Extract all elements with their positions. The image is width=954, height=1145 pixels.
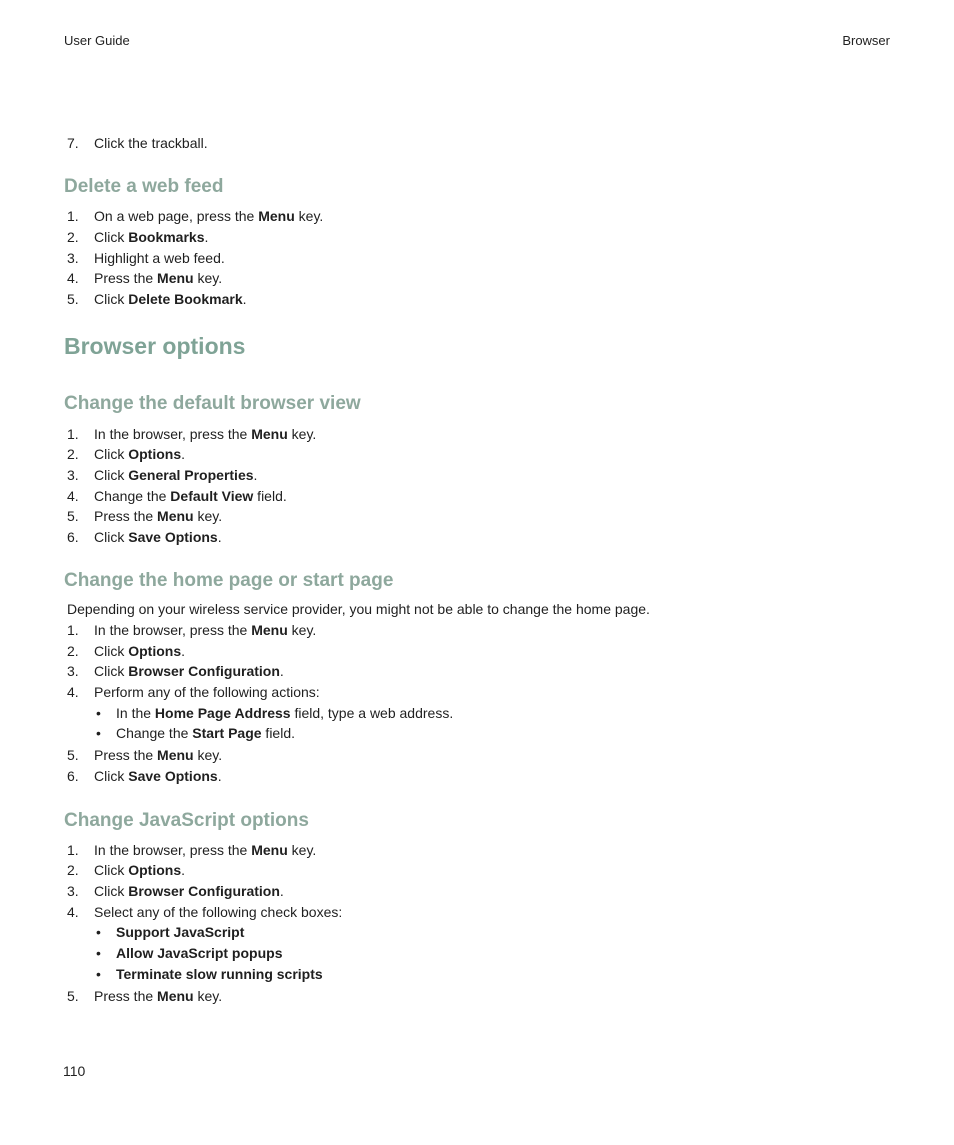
bullet-icon: •	[96, 966, 101, 982]
step-text: On a web page, press the Menu key.	[94, 208, 324, 224]
bullet-icon: •	[96, 924, 101, 940]
page-number: 110	[63, 1063, 86, 1079]
section-intro: Depending on your wireless service provider, you might not be able to change the home page.	[67, 601, 650, 617]
step-text: In the browser, press the Menu key.	[94, 426, 317, 442]
step-number: 1.	[67, 208, 79, 224]
step-text: Click the trackball.	[94, 135, 208, 151]
section-heading-javascript: Change JavaScript options	[64, 810, 309, 831]
step-number: 6.	[67, 529, 79, 545]
step-number: 7.	[67, 135, 79, 151]
step-text: Click Options.	[94, 643, 186, 659]
step-number: 5.	[67, 988, 79, 1004]
step-text: Select any of the following check boxes:	[94, 904, 343, 920]
step-number: 2.	[67, 446, 79, 462]
step-number: 4.	[67, 684, 79, 700]
bullet-icon: •	[96, 945, 101, 961]
step-number: 1.	[67, 842, 79, 858]
bullet-text: Change the Start Page field.	[116, 725, 296, 741]
chapter-heading-browser-options: Browser options	[64, 333, 246, 359]
step-number: 2.	[67, 643, 79, 659]
step-text: Click Options.	[94, 446, 186, 462]
bullet-icon: •	[96, 725, 101, 741]
step-number: 5.	[67, 291, 79, 307]
step-text: Press the Menu key.	[94, 508, 223, 524]
step-text: Click Bookmarks.	[94, 229, 209, 245]
running-header-title: User Guide	[64, 33, 130, 48]
step-text: Change the Default View field.	[94, 488, 287, 504]
step-number: 3.	[67, 883, 79, 899]
step-number: 3.	[67, 250, 79, 266]
step-text: Click Options.	[94, 862, 186, 878]
step-text: Highlight a web feed.	[94, 250, 225, 266]
step-text: Click Browser Configuration.	[94, 883, 284, 899]
step-number: 6.	[67, 768, 79, 784]
running-header-section: Browser	[842, 33, 890, 48]
step-number: 3.	[67, 467, 79, 483]
bullet-text: In the Home Page Address field, type a web address.	[116, 705, 454, 721]
bullet-text: Support JavaScript	[116, 924, 245, 940]
step-text: Press the Menu key.	[94, 270, 223, 286]
step-number: 4.	[67, 904, 79, 920]
step-number: 2.	[67, 229, 79, 245]
step-text: Click Delete Bookmark.	[94, 291, 247, 307]
section-heading-default-view: Change the default browser view	[64, 393, 361, 414]
step-text: In the browser, press the Menu key.	[94, 622, 317, 638]
section-heading-home-page: Change the home page or start page	[64, 570, 394, 591]
step-number: 4.	[67, 270, 79, 286]
step-number: 2.	[67, 862, 79, 878]
bullet-icon: •	[96, 705, 101, 721]
step-text: Click Save Options.	[94, 529, 222, 545]
step-text: Press the Menu key.	[94, 747, 223, 763]
step-number: 1.	[67, 622, 79, 638]
step-number: 5.	[67, 747, 79, 763]
bullet-text: Allow JavaScript popups	[116, 945, 283, 961]
section-heading-delete-feed: Delete a web feed	[64, 176, 224, 197]
step-text: Click Save Options.	[94, 768, 222, 784]
step-number: 1.	[67, 426, 79, 442]
step-text: Click General Properties.	[94, 467, 258, 483]
step-number: 3.	[67, 663, 79, 679]
step-text: Perform any of the following actions:	[94, 684, 320, 700]
step-number: 4.	[67, 488, 79, 504]
bullet-text: Terminate slow running scripts	[116, 966, 323, 982]
step-text: Click Browser Configuration.	[94, 663, 284, 679]
step-number: 5.	[67, 508, 79, 524]
step-text: Press the Menu key.	[94, 988, 223, 1004]
step-text: In the browser, press the Menu key.	[94, 842, 317, 858]
